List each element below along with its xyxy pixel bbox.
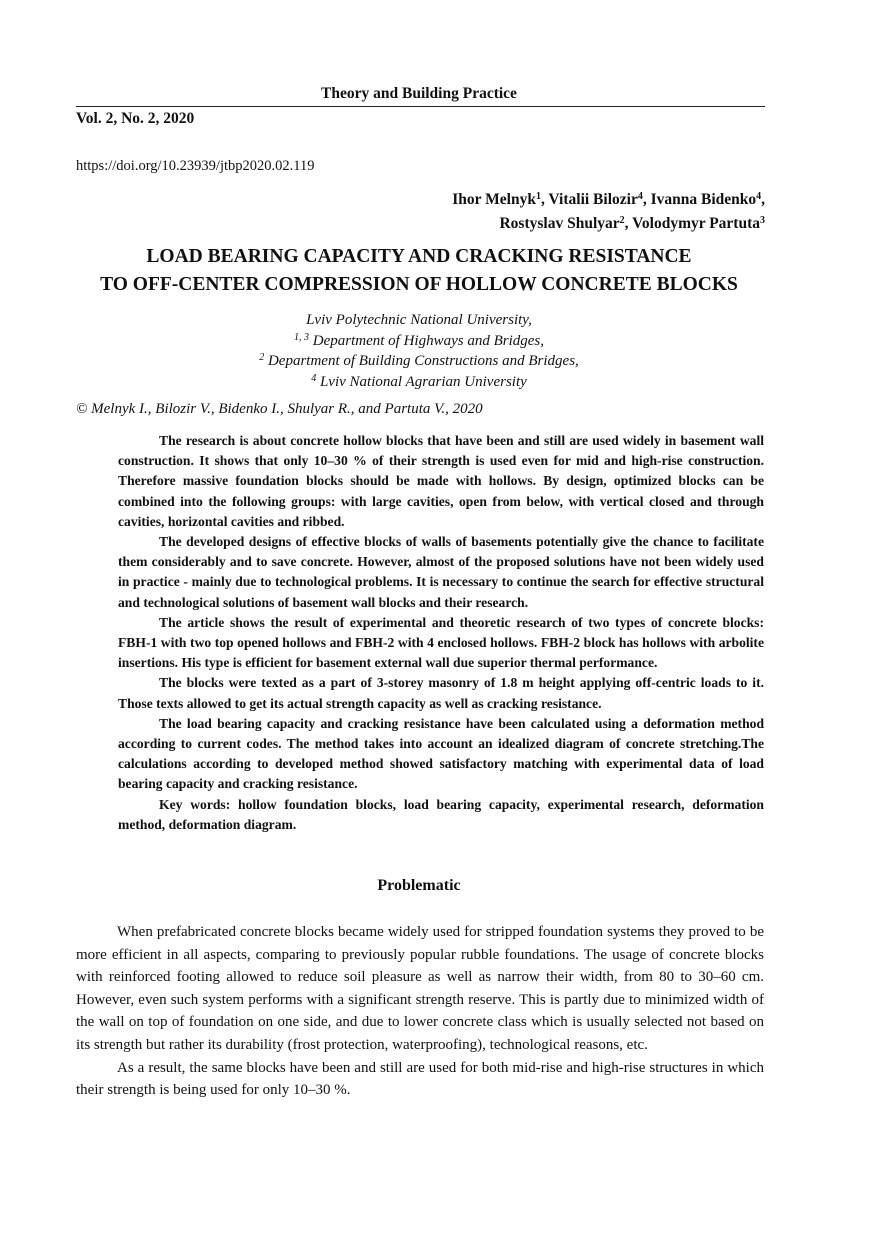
body-paragraph: When prefabricated concrete blocks became widely used for stripped foundation systems they proved to be more efficient in all aspects, comparing to previously popular rubble foundations. The usage of concrete blocks with reinforced footing allowed to reduce soil pleasure as well as narrow their width, from 80 to 30–60 cm. However, even such system performs with a significant strength reserve. This is partly due to minimized width of the wall on top of foundation on one side, and due to lower concrete class which is usually selected not based on its strength but rather its durability (frost protection, waterproofing), technological reasons, etc.: [76, 924, 764, 1053]
affiliation-text: Lviv Polytechnic National University,: [306, 312, 532, 328]
author-name: Ivanna Bidenko: [650, 191, 757, 208]
section-heading: Problematic: [377, 877, 461, 894]
affiliation: [0, 310, 838, 331]
title-line: LOAD BEARING CAPACITY AND CRACKING RESISTANCE: [146, 246, 692, 267]
author-line-2: Rostyslav Shulyar$^2$, Volodymyr Partuta$^3$: [499, 215, 765, 232]
abstract-paragraph: The research is about concrete hollow blocks that have been and still are used widely in basement wall construction. It shows that only 10–30 % of their strength is used even for mid and high-rise construction. Therefore massive foundation blocks should be made with hollows. By design, optimized blocks can be combined into the following groups: with large cavities, open from below, with vertical closed and through cavities, horizontal cavities and ribbed.: [118, 433, 764, 529]
author-sup: 1: [535, 191, 541, 202]
journal-name: Theory and Building Practice: [321, 85, 517, 102]
abstract-paragraph: The load bearing capacity and cracking resistance have been calculated using a deformation method according to current codes. The method takes into account an idealized diagram of concrete stretching.The calculations according to developed method showed satisfactory matching with experimental data of load bearing capacity and cracking resistance.: [118, 715, 764, 792]
affiliation-text: Department of Highways and Bridges,: [309, 332, 544, 349]
author-name: Volodymyr Partuta: [632, 215, 760, 232]
keywords: Key words: hollow foundation blocks, load bearing capacity, experimental research, deformation method, deformation diagram.: [118, 796, 764, 832]
body-paragraph: As a result, the same blocks have been and still are used for both mid-rise and high-rise structures in which their strength is being used for only 10–30 %.: [76, 1059, 764, 1099]
affiliation-sup: 1, 3: [294, 331, 309, 343]
author-sup: 2: [619, 215, 625, 226]
paper-title: [0, 243, 838, 299]
author-sup: 4: [637, 191, 643, 202]
author-sup: 3: [760, 215, 765, 226]
title-line: TO OFF-CENTER COMPRESSION OF HOLLOW CONCRETE BLOCKS: [100, 274, 738, 295]
author-sup: 4: [756, 191, 762, 202]
affiliation-sup: 4: [311, 372, 317, 384]
abstract-paragraph: The developed designs of effective blocks of walls of basements potentially give the chance to facilitate them considerably and to save concrete. However, almost of the proposed solutions have not been widely used in practice - mainly due to technological problems. It is necessary to continue the search for effective structural and technological solutions of basement wall blocks and their research.: [118, 534, 764, 610]
abstract: [118, 431, 764, 835]
affiliations: [0, 310, 838, 392]
author-name: Ihor Melnyk: [452, 191, 536, 208]
section-body: [76, 921, 764, 1102]
affiliation-text: Department of Building Constructions and Bridges,: [264, 353, 579, 369]
abstract-paragraph: The article shows the result of experimental and theoretic research of two types of concrete blocks: FBH-1 with two top opened hollows and FBH-2 with 4 enclosed hollows. FBH-2 block has hollows with arbolite insertions. His type is efficient for basement external wall due superior thermal performance.: [118, 614, 764, 671]
doi-link[interactable]: https://doi.org/10.23939/jtbp2020.02.119: [76, 158, 315, 174]
author-name: Rostyslav Shulyar: [499, 215, 620, 232]
affiliation-text: Lviv National Agrarian University: [316, 373, 527, 390]
header-rule: [76, 106, 765, 107]
author-name: Vitalii Bilozir: [548, 191, 638, 208]
abstract-paragraph: The blocks were texted as a part of 3-storey masonry of 1.8 m height applying off-centric loads to it. Those texts allowed to get its actual strength capacity as well as cracking resistance.: [118, 675, 764, 711]
author-list: [452, 188, 765, 236]
affiliation: [0, 331, 838, 352]
affiliation: [0, 372, 838, 393]
copyright: © Melnyk I., Bilozir V., Bidenko I., Shulyar R., and Partuta V., 2020: [76, 401, 483, 417]
affiliation-sup: 2: [259, 352, 265, 363]
volume-info: Vol. 2, No. 2, 2020: [76, 110, 195, 127]
affiliation: [0, 351, 838, 372]
author-line-1: Ihor Melnyk$^1$, Vitalii Bilozir$^4$, Ivanna Bidenko$^4$,: [452, 191, 765, 208]
